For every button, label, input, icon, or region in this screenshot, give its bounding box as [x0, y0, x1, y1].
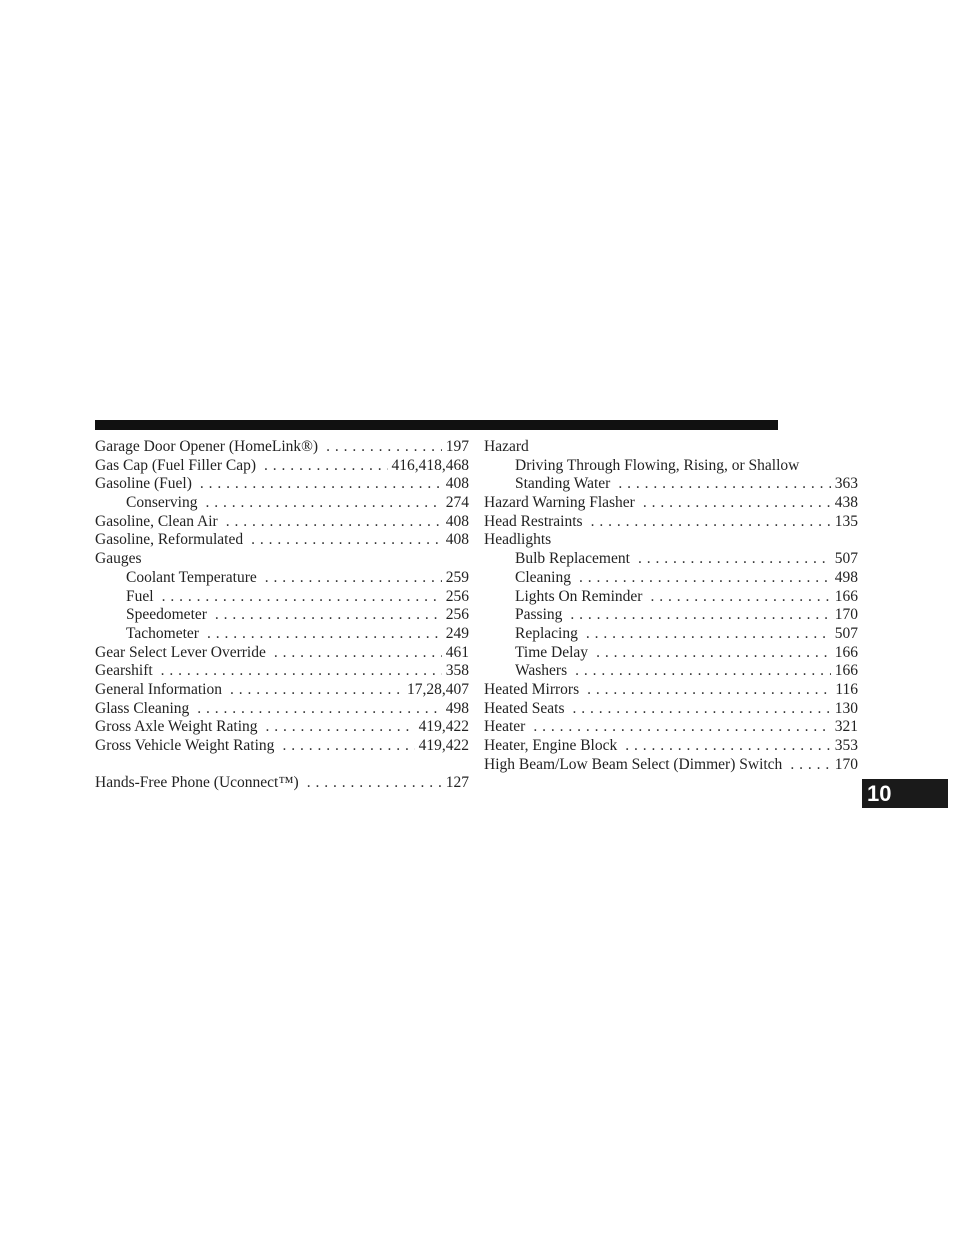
- dot-leader: [274, 644, 442, 663]
- index-page-numbers: 363: [834, 475, 858, 493]
- index-subentry: [95, 588, 469, 607]
- dot-leader: [591, 513, 831, 532]
- index-term: Gauges: [95, 550, 142, 568]
- index-entry: [95, 737, 469, 756]
- index-page-numbers: 498: [834, 568, 858, 586]
- dot-leader: [226, 513, 442, 532]
- index-page-numbers: 408: [445, 531, 469, 549]
- index-page-numbers: 353: [834, 737, 858, 754]
- index-term: Fuel: [126, 587, 154, 605]
- index-column-left: [95, 438, 469, 793]
- dot-leader: [307, 774, 442, 793]
- index-entry: [95, 550, 469, 569]
- index-page-numbers: 419,422: [418, 737, 469, 754]
- dot-leader: [264, 457, 387, 476]
- index-page-numbers: 166: [834, 587, 858, 605]
- index-entry: [484, 681, 858, 700]
- index-term: Glass Cleaning: [95, 699, 190, 717]
- dot-leader: [205, 494, 441, 513]
- dot-leader: [282, 737, 414, 756]
- index-term: Gross Axle Weight Rating: [95, 718, 258, 736]
- index-subentry: [484, 625, 858, 644]
- index-term: Hazard Warning Flasher: [484, 494, 635, 512]
- index-page-numbers: 116: [835, 680, 858, 698]
- index-page-numbers: 170: [834, 755, 858, 773]
- index-entry: [484, 494, 858, 513]
- index-subentry: [484, 662, 858, 681]
- index-entry: [484, 438, 858, 457]
- index-page-numbers: 321: [834, 718, 858, 736]
- index-page-numbers: 130: [834, 699, 858, 717]
- index-term: Head Restraints: [484, 512, 583, 530]
- index-page-numbers: 166: [834, 662, 858, 680]
- index-term: Time Delay: [515, 643, 589, 661]
- dot-leader: [586, 625, 831, 644]
- dot-leader: [251, 531, 442, 550]
- index-page-numbers: 135: [834, 512, 858, 530]
- index-entry: [484, 756, 858, 775]
- index-page-numbers: 166: [834, 643, 858, 661]
- index-page-numbers: 127: [445, 774, 469, 792]
- dot-leader: [326, 438, 442, 457]
- index-entry: [484, 718, 858, 737]
- index-spacer: [95, 756, 469, 775]
- dot-leader: [618, 475, 830, 494]
- index-term: Standing Water: [515, 475, 611, 493]
- dot-leader: [265, 569, 442, 588]
- dot-leader: [643, 494, 831, 513]
- dot-leader: [790, 756, 830, 775]
- index-term: Garage Door Opener (HomeLink®): [95, 438, 319, 455]
- index-term: Heated Mirrors: [484, 680, 580, 698]
- index-entry: [484, 737, 858, 756]
- section-divider-bar: [95, 420, 778, 430]
- index-term: Replacing: [515, 624, 578, 642]
- index-page-numbers: 461: [445, 643, 469, 661]
- index-entry: [95, 457, 469, 476]
- index-term: Hands-Free Phone (Uconnect™): [95, 774, 299, 792]
- dot-leader: [575, 662, 831, 681]
- index-page-numbers: 358: [445, 662, 469, 680]
- index-subentry: [484, 588, 858, 607]
- index-term: Gasoline, Clean Air: [95, 512, 218, 530]
- index-term: High Beam/Low Beam Select (Dimmer) Switch: [484, 755, 783, 773]
- index-entry: [95, 700, 469, 719]
- dot-leader: [215, 606, 442, 625]
- index-term: Heater: [484, 718, 526, 736]
- index-term: General Information: [95, 680, 222, 698]
- index-term: Gearshift: [95, 662, 153, 680]
- index-entry: [95, 644, 469, 663]
- index-subentry: [484, 475, 858, 494]
- index-page-numbers: 256: [445, 587, 469, 605]
- index-term: Gasoline (Fuel): [95, 475, 192, 493]
- index-entry: [95, 513, 469, 532]
- index-column-right: [484, 438, 858, 774]
- dot-leader: [533, 718, 830, 737]
- index-term: Bulb Replacement: [515, 550, 630, 568]
- dot-leader: [638, 550, 831, 569]
- index-entry: [484, 513, 858, 532]
- index-page-numbers: 274: [445, 494, 469, 512]
- index-term: Lights On Reminder: [515, 587, 643, 605]
- index-subentry: [95, 569, 469, 588]
- index-page-numbers: 507: [834, 550, 858, 568]
- index-entry: [95, 531, 469, 550]
- dot-leader: [197, 700, 441, 719]
- section-tab-badge: 10: [862, 779, 948, 808]
- dot-leader: [625, 737, 831, 756]
- index-subentry: [95, 625, 469, 644]
- index-page-numbers: 507: [834, 624, 858, 642]
- index-page-numbers: 419,422: [418, 718, 469, 736]
- dot-leader: [230, 681, 403, 700]
- index-term: Passing: [515, 606, 563, 624]
- index-entry: [95, 774, 469, 793]
- dot-leader: [207, 625, 442, 644]
- index-page-numbers: 498: [445, 699, 469, 717]
- dot-leader: [200, 475, 442, 494]
- dot-leader: [266, 718, 415, 737]
- index-term: Tachometer: [126, 624, 199, 642]
- index-term: Heated Seats: [484, 699, 565, 717]
- index-term: Driving Through Flowing, Rising, or Shallow: [515, 456, 800, 474]
- index-subentry: [484, 644, 858, 663]
- dot-leader: [650, 588, 830, 607]
- dot-leader: [162, 588, 442, 607]
- index-entry: [95, 438, 469, 457]
- index-page-numbers: 408: [445, 512, 469, 530]
- index-subentry: [484, 550, 858, 569]
- index-term: Heater, Engine Block: [484, 737, 618, 754]
- index-subentry: [484, 569, 858, 588]
- index-page-numbers: 438: [834, 494, 858, 512]
- index-term: Speedometer: [126, 606, 207, 624]
- dot-leader: [572, 700, 830, 719]
- dot-leader: [579, 569, 831, 588]
- index-entry: [484, 700, 858, 719]
- index-entry: [95, 718, 469, 737]
- index-page-numbers: 170: [834, 606, 858, 624]
- index-page-numbers: 256: [445, 606, 469, 624]
- index-term: Conserving: [126, 494, 198, 512]
- index-term: Coolant Temperature: [126, 568, 257, 586]
- index-entry: [95, 475, 469, 494]
- index-page-numbers: 416,418,468: [391, 456, 469, 474]
- index-term: Gasoline, Reformulated: [95, 531, 244, 549]
- index-subentry: [95, 494, 469, 513]
- index-page-numbers: 17,28,407: [407, 680, 469, 698]
- index-entry: [484, 531, 858, 550]
- index-term: Washers: [515, 662, 568, 680]
- dot-leader: [161, 662, 442, 681]
- index-page-numbers: 197: [445, 438, 469, 455]
- dot-leader: [587, 681, 831, 700]
- index-term: Cleaning: [515, 568, 571, 586]
- index-page-numbers: 259: [445, 568, 469, 586]
- index-page-numbers: 408: [445, 475, 469, 493]
- dot-leader: [570, 606, 830, 625]
- index-term: Headlights: [484, 531, 552, 549]
- index-term: Gas Cap (Fuel Filler Cap): [95, 456, 257, 474]
- index-page-numbers: 249: [445, 624, 469, 642]
- index-subentry: [484, 457, 858, 476]
- index-subentry: [484, 606, 858, 625]
- index-term: Hazard: [484, 438, 529, 455]
- index-entry: [95, 681, 469, 700]
- index-term: Gear Select Lever Override: [95, 643, 266, 661]
- index-subentry: [95, 606, 469, 625]
- index-entry: [95, 662, 469, 681]
- dot-leader: [596, 644, 831, 663]
- index-term: Gross Vehicle Weight Rating: [95, 737, 275, 754]
